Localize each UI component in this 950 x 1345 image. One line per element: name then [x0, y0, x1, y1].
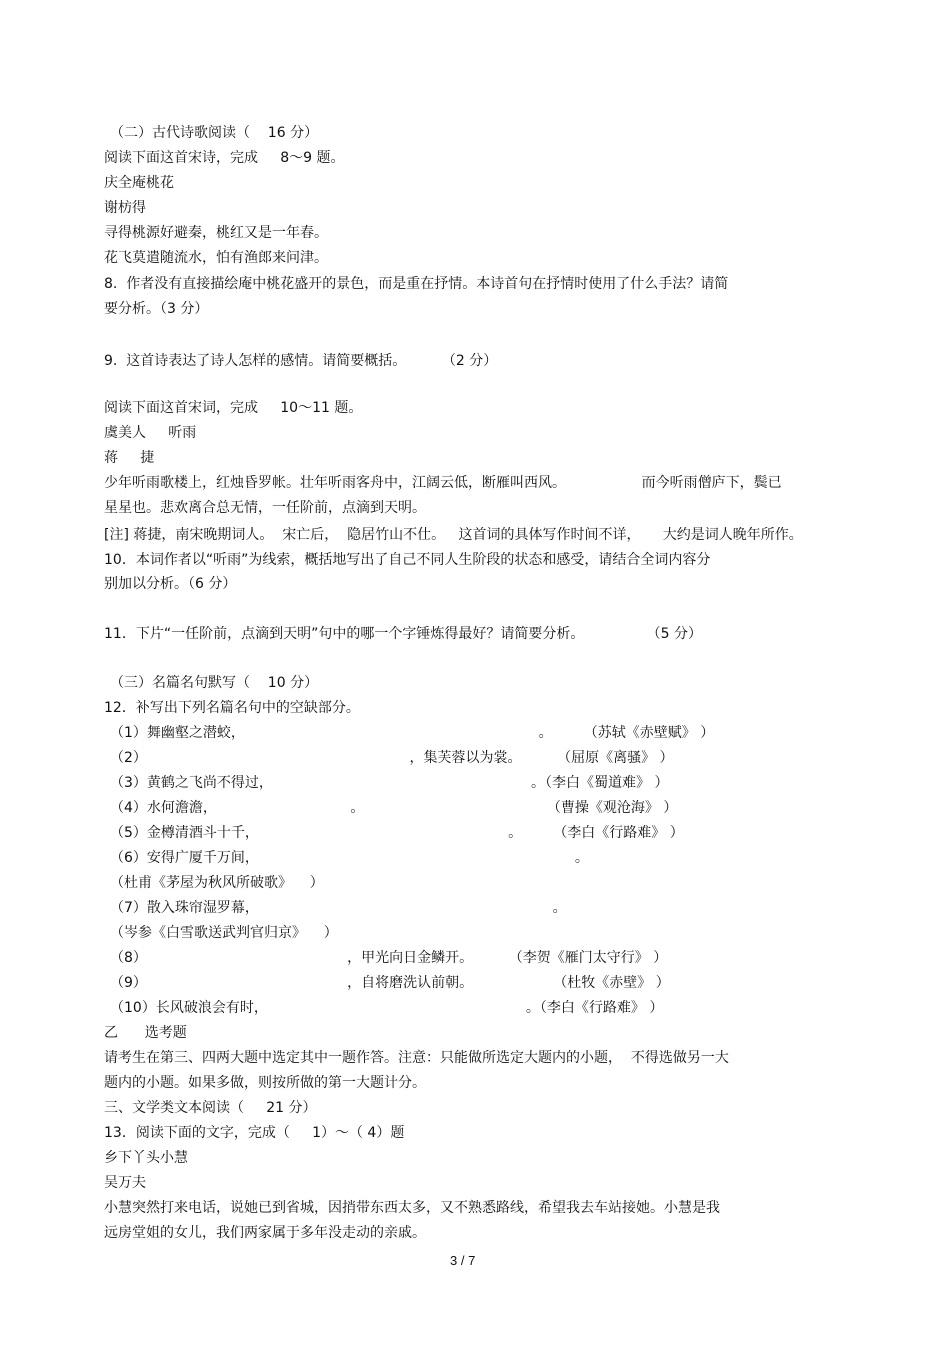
ci-text: 少年听雨歌楼上，红烛昏罗帐。壮年听雨客舟中，江阔云低，断雁叫西风。 而今听雨僧庐下，鬓已: [104, 475, 782, 491]
poem-line: 寻得桃源好避秦，桃红又是一年春。: [104, 225, 328, 241]
poem-line: 花飞莫遣随流水，怕有渔郎来问津。: [104, 250, 328, 266]
poem-title: 庆全庵桃花: [104, 175, 174, 191]
annotation-note: [注] 蒋捷，南宋晚期词人。 宋亡后， 隐居竹山不仕。 这首词的具体写作时间不详， 大约是词人晚年所作。: [104, 527, 803, 543]
fill-blank-item: （2） ，集芙蓉以为裳。 （屈原《离骚》 ）: [110, 750, 674, 766]
section-heading-poetry: （二）古代诗歌阅读（ 16 分）: [110, 125, 319, 141]
fill-blank-item: （4）水何澹澹， 。 （曹操《观沧海》 ）: [110, 800, 678, 816]
question-11: 11．下片“一任阶前，点滴到天明”句中的哪一个字锤炼得最好？请简要分析。 （5 分）: [104, 626, 702, 642]
fill-blank-source: （岑参《白雪歌送武判官归京》 ）: [110, 925, 338, 941]
section-heading-literary: 三、文学类文本阅读（ 21 分）: [104, 1100, 317, 1116]
section-heading-recitation: （三）名篇名句默写（ 10 分）: [110, 675, 319, 691]
fill-blank-item: （9） ，自将磨洗认前朝。 （杜牧《赤壁》 ）: [110, 975, 670, 991]
fill-blank-item: （6）安得广厦千万间， 。: [110, 850, 589, 866]
ci-author: 蒋 捷: [104, 450, 155, 466]
fill-blank-item: （10）长风破浪会有时， 。（李白《行路难》 ）: [110, 1000, 664, 1016]
story-author: 吴万夫: [104, 1175, 146, 1191]
ci-text-cont: 星星也。悲欢离合总无情，一任阶前，点滴到天明。: [104, 500, 426, 516]
section-heading-elective: 乙 选考题: [104, 1025, 187, 1041]
story-title: 乡下丫头小慧: [104, 1150, 188, 1166]
story-paragraph: 小慧突然打来电话，说她已到省城，因捎带东西太多，又不熟悉路线，希望我去车站接她。小慧是我: [104, 1200, 720, 1216]
poem-author: 谢枋得: [104, 200, 146, 216]
question-8-cont: 要分析。（3 分）: [104, 301, 209, 317]
instruction-line: 阅读下面这首宋诗，完成 8～9 题。: [104, 150, 345, 166]
question-9: 9. 这首诗表达了诗人怎样的感情。请简要概括。 （2 分）: [104, 353, 498, 369]
question-13: 13．阅读下面的文字，完成（ 1）～（ 4）题: [104, 1125, 405, 1141]
page-number: 3 / 7: [450, 1253, 476, 1268]
elective-instruction: 请考生在第三、四两大题中选定其中一题作答。注意：只能做所选定大题内的小题， 不得选做另一大: [104, 1050, 729, 1066]
instruction-line: 阅读下面这首宋词，完成 10～11 题。: [104, 400, 363, 416]
fill-blank-item: （1）舞幽壑之潜蛟， 。 （苏轼《赤壁赋》 ）: [110, 725, 715, 741]
fill-blank-item: （5）金樽清酒斗十千， 。 （李白《行路难》 ）: [110, 825, 684, 841]
question-8: 8. 作者没有直接描绘庵中桃花盛开的景色，而是重在抒情。本诗首句在抒情时使用了什么手法？请简: [104, 276, 729, 292]
question-10-cont: 别加以分析。（6 分）: [104, 576, 237, 592]
ci-title: 虞美人 听雨: [104, 425, 197, 441]
fill-blank-source: （杜甫《茅屋为秋风所破歌》 ）: [110, 875, 324, 891]
elective-instruction-cont: 题内的小题。如果多做，则按所做的第一大题计分。: [104, 1075, 426, 1091]
question-12: 12．补写出下列名篇名句中的空缺部分。: [104, 700, 360, 716]
question-10: 10．本词作者以“听雨”为线索，概括地写出了自己不同人生阶段的状态和感受，请结合全词内容分: [104, 552, 711, 568]
fill-blank-item: （8） ，甲光向日金鳞开。 （李贺《雁门太守行》 ）: [110, 950, 668, 966]
story-paragraph-cont: 远房堂姐的女儿，我们两家属于多年没走动的亲戚。: [104, 1225, 426, 1241]
fill-blank-item: （3）黄鹤之飞尚不得过， 。（李白《蜀道难》 ）: [110, 775, 669, 791]
fill-blank-item: （7）散入珠帘湿罗幕， 。: [110, 900, 567, 916]
